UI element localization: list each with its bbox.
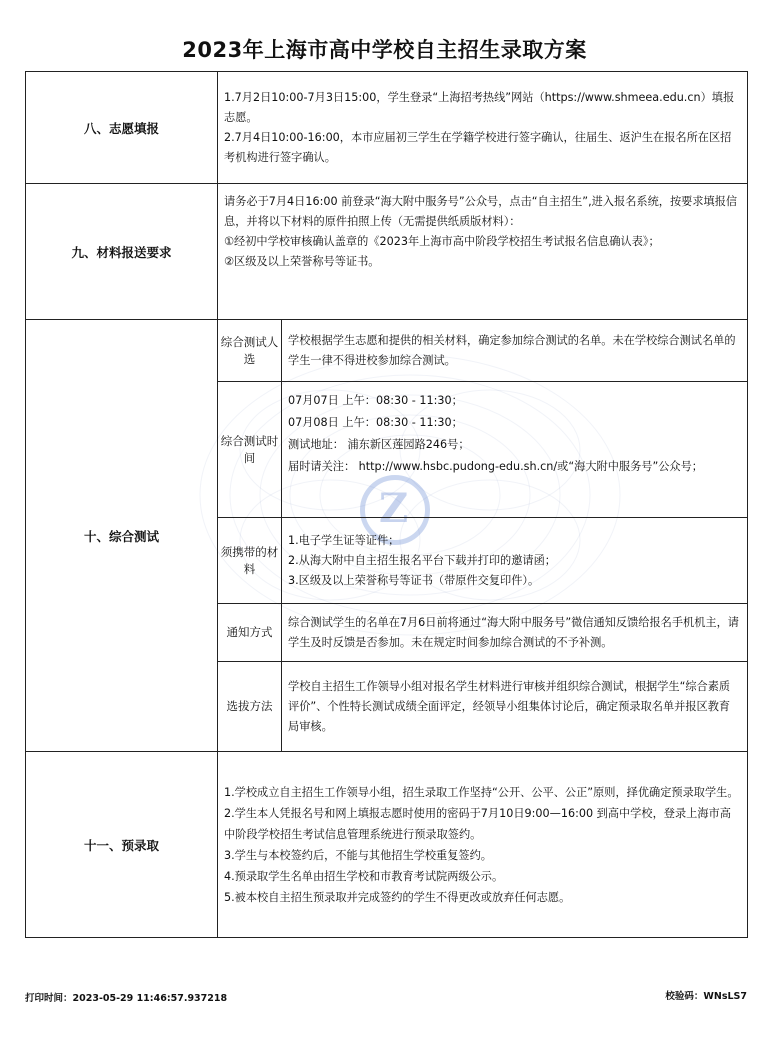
section-9-row xyxy=(26,184,748,320)
section-8-line-1: 1.7月2日10:00-7月3日15:00，学生登录“上海招考热线”网站（https://www.shmeea.edu.cn）填报志愿。 xyxy=(224,90,735,124)
print-time: 打印时间：2023-05-29 11:46:57.937218 xyxy=(25,993,228,1004)
section-10-label-1: 综合测试人选 xyxy=(218,320,282,382)
section-10-row-2-line-2: 07月08日 上午：08:30 - 11:30； xyxy=(288,416,463,429)
section-10-content-4 xyxy=(282,604,748,662)
section-11-title: 十一、预录取 xyxy=(26,752,218,938)
section-10-row-2-line-3: 测试地址： 浦东新区莲园路246号； xyxy=(288,438,470,451)
section-10-row-2-line-1: 07月07日 上午：08:30 - 11:30； xyxy=(288,394,463,407)
section-10-label-2: 综合测试时间 xyxy=(218,382,282,518)
verify-code: 校验码：WNsLS7 xyxy=(665,991,747,1002)
section-10-row-3-line-1: 1.电子学生证等证件； xyxy=(288,533,400,547)
section-10-label-3: 须携带的材料 xyxy=(218,518,282,604)
section-10-row-3-line-2: 2.从海大附中自主招生报名平台下载并打印的邀请函； xyxy=(288,553,556,567)
section-8-line-2: 2.7月4日10:00-16:00，本市应届初三学生在学籍学校进行签字确认，往届生、返沪生在报名所在区招考机构进行签字确认。 xyxy=(224,130,732,164)
section-10-content-5 xyxy=(282,662,748,752)
section-10-content-3 xyxy=(282,518,748,604)
section-9-content xyxy=(218,184,748,320)
section-11-line-4: 4.预录取学生名单由招生学校和市教育考试院两级公示。 xyxy=(224,869,504,883)
section-10-row-2-line-4: 届时请关注： http://www.hsbc.pudong-edu.sh.cn/或“海大附中服务号”公众号； xyxy=(288,460,703,473)
section-9-line-1: 请务必于7月4日16:00 前登录“海大附中服务号”公众号，点击“自主招生”,进入报名系统，按要求填报信息，并将以下材料的原件拍照上传（无需提供纸质版材料）： xyxy=(224,195,738,228)
admission-plan-table xyxy=(25,71,748,938)
page-title: 2023年上海市高中学校自主招生录取方案 xyxy=(182,38,587,62)
section-11-row xyxy=(26,752,748,938)
section-10-title: 十、综合测试 xyxy=(26,320,218,752)
section-9-title: 九、材料报送要求 xyxy=(26,184,218,320)
section-10-content-1 xyxy=(282,320,748,382)
section-10-row-1-line-1: 学校根据学生志愿和提供的相关材料，确定参加综合测试的名单。未在学校综合测试名单的学生一律不得进校参加综合测试。 xyxy=(288,333,736,367)
school-logo-watermark: Z xyxy=(360,475,430,545)
section-10-content-2 xyxy=(282,382,748,518)
section-8-row xyxy=(26,72,748,184)
section-8-content xyxy=(218,72,748,184)
section-10-label-4: 通知方式 xyxy=(218,604,282,662)
section-11-line-3: 3.学生与本校签约后，不能与其他招生学校重复签约。 xyxy=(224,848,492,862)
section-10-row-5-line-1: 学校自主招生工作领导小组对报名学生材料进行审核并组织综合测试，根据学生“综合素质评价”、个性特长测试成绩全面评定，经领导小组集体讨论后，确定预录取名单并报区教育局审核。 xyxy=(288,679,731,733)
section-11-line-5: 5.被本校自主招生预录取并完成签约的学生不得更改或放弃任何志愿。 xyxy=(224,890,571,904)
section-10-row-4-line-1: 综合测试学生的名单在7月6日前将通过“海大附中服务号”微信通知反馈给报名手机机主，请学生及时反馈是否参加。未在规定时间参加综合测试的不予补测。 xyxy=(288,615,739,649)
section-8-title: 八、志愿填报 xyxy=(26,72,218,184)
section-11-line-1: 1.学校成立自主招生工作领导小组，招生录取工作坚持“公开、公平、公正”原则，择优确定预录取学生。 xyxy=(224,785,739,799)
section-10-row-1 xyxy=(26,320,748,382)
section-9-line-3: ②区级及以上荣誉称号等证书。 xyxy=(224,255,380,268)
section-10-row-3-line-3: 3.区级及以上荣誉称号等证书（带原件交复印件）。 xyxy=(288,573,540,587)
section-11-content xyxy=(218,752,748,938)
section-10-label-5: 选拔方法 xyxy=(218,662,282,752)
section-9-line-2: ①经初中学校审核确认盖章的《2023年上海市高中阶段学校招生考试报名信息确认表》； xyxy=(224,235,660,248)
section-11-line-2: 2.学生本人凭报名号和网上填报志愿时使用的密码于7月10日9:00—16:00 到高中学校，登录上海市高中阶段学校招生考试信息管理系统进行预录取签约。 xyxy=(224,806,731,841)
